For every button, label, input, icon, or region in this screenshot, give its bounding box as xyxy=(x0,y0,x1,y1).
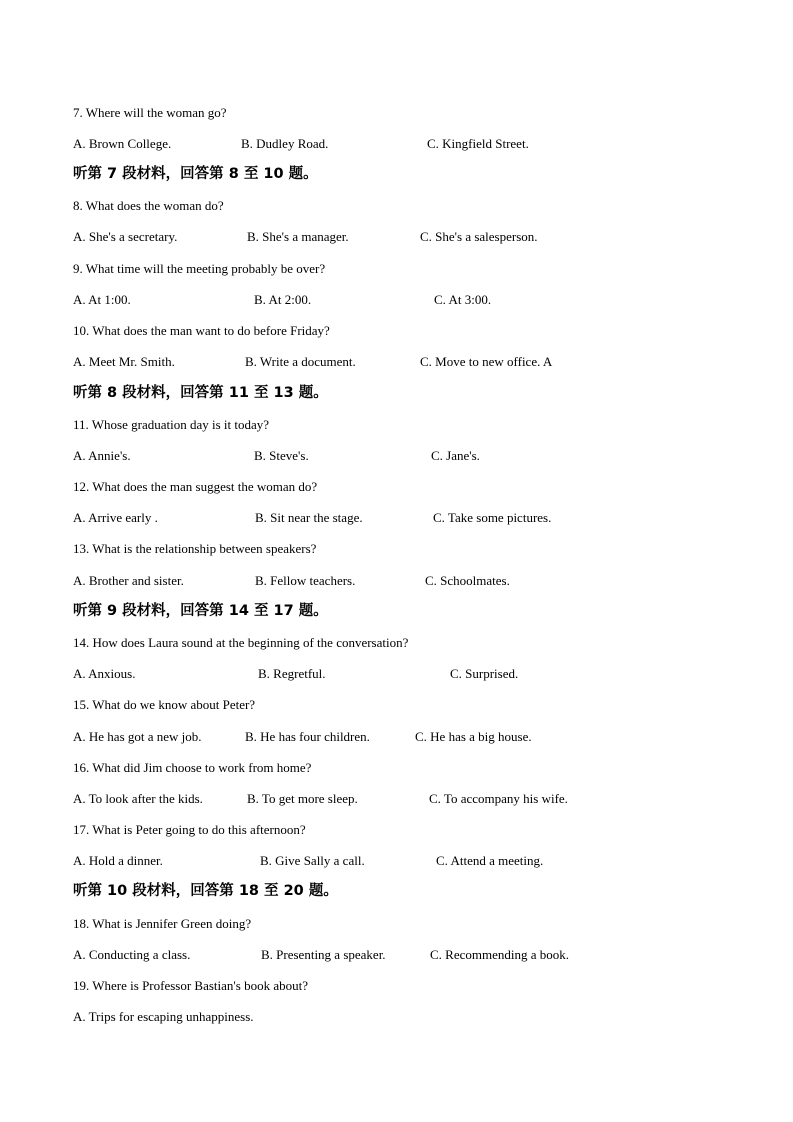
option-9-b: B. At 2:00. xyxy=(254,292,312,307)
option-15-a: A. He has got a new job. xyxy=(73,729,202,744)
option-17-b: B. Give Sally a call. xyxy=(260,853,365,868)
question-9: 9. What time will the meeting probably be over? xyxy=(73,261,326,276)
section-heading-8: 听第 8 段材料，回答第 11 至 13 题。 xyxy=(73,385,328,401)
option-14-a: A. Anxious. xyxy=(73,666,136,681)
question-10: 10. What does the man want to do before Friday? xyxy=(73,323,330,338)
question-19: 19. Where is Professor Bastian's book about? xyxy=(73,978,308,993)
option-7-b: B. Dudley Road. xyxy=(241,136,329,151)
option-16-a: A. To look after the kids. xyxy=(73,791,203,806)
option-12-c: C. Take some pictures. xyxy=(433,510,552,525)
question-18: 18. What is Jennifer Green doing? xyxy=(73,916,252,931)
question-12: 12. What does the man suggest the woman do? xyxy=(73,479,318,494)
option-13-a: A. Brother and sister. xyxy=(73,573,184,588)
option-17-c: C. Attend a meeting. xyxy=(436,853,544,868)
option-11-a: A. Annie's. xyxy=(73,448,131,463)
option-14-c: C. Surprised. xyxy=(450,666,519,681)
question-8: 8. What does the woman do? xyxy=(73,198,224,213)
section-heading-7: 听第 7 段材料，回答第 8 至 10 题。 xyxy=(73,166,318,182)
option-15-c: C. He has a big house. xyxy=(415,729,532,744)
option-14-b: B. Regretful. xyxy=(258,666,326,681)
option-18-b: B. Presenting a speaker. xyxy=(261,947,386,962)
option-13-b: B. Fellow teachers. xyxy=(255,573,356,588)
option-13-c: C. Schoolmates. xyxy=(425,573,510,588)
section-heading-10: 听第 10 段材料，回答第 18 至 20 题。 xyxy=(73,883,338,899)
option-16-c: C. To accompany his wife. xyxy=(429,791,568,806)
option-11-b: B. Steve's. xyxy=(254,448,309,463)
option-9-a: A. At 1:00. xyxy=(73,292,131,307)
option-11-c: C. Jane's. xyxy=(431,448,480,463)
option-12-b: B. Sit near the stage. xyxy=(255,510,363,525)
option-17-a: A. Hold a dinner. xyxy=(73,853,163,868)
option-8-c: C. She's a salesperson. xyxy=(420,229,538,244)
option-8-a: A. She's a secretary. xyxy=(73,229,178,244)
question-17: 17. What is Peter going to do this afternoon? xyxy=(73,822,306,837)
option-18-a: A. Conducting a class. xyxy=(73,947,191,962)
section-heading-9: 听第 9 段材料，回答第 14 至 17 题。 xyxy=(73,603,328,619)
question-15: 15. What do we know about Peter? xyxy=(73,697,256,712)
question-13: 13. What is the relationship between speakers? xyxy=(73,541,317,556)
option-7-c: C. Kingfield Street. xyxy=(427,136,529,151)
option-15-b: B. He has four children. xyxy=(245,729,370,744)
option-8-b: B. She's a manager. xyxy=(247,229,349,244)
question-7: 7. Where will the woman go? xyxy=(73,105,227,120)
option-19-a: A. Trips for escaping unhappiness. xyxy=(73,1009,254,1024)
option-10-a: A. Meet Mr. Smith. xyxy=(73,354,175,369)
option-16-b: B. To get more sleep. xyxy=(247,791,358,806)
question-16: 16. What did Jim choose to work from home? xyxy=(73,760,312,775)
option-10-b: B. Write a document. xyxy=(245,354,356,369)
option-12-a: A. Arrive early . xyxy=(73,510,158,525)
option-9-c: C. At 3:00. xyxy=(434,292,492,307)
option-7-a: A. Brown College. xyxy=(73,136,172,151)
question-11: 11. Whose graduation day is it today? xyxy=(73,417,270,432)
question-14: 14. How does Laura sound at the beginning of the conversation? xyxy=(73,635,409,650)
option-10-c: C. Move to new office. A xyxy=(420,354,553,369)
option-18-c: C. Recommending a book. xyxy=(430,947,570,962)
